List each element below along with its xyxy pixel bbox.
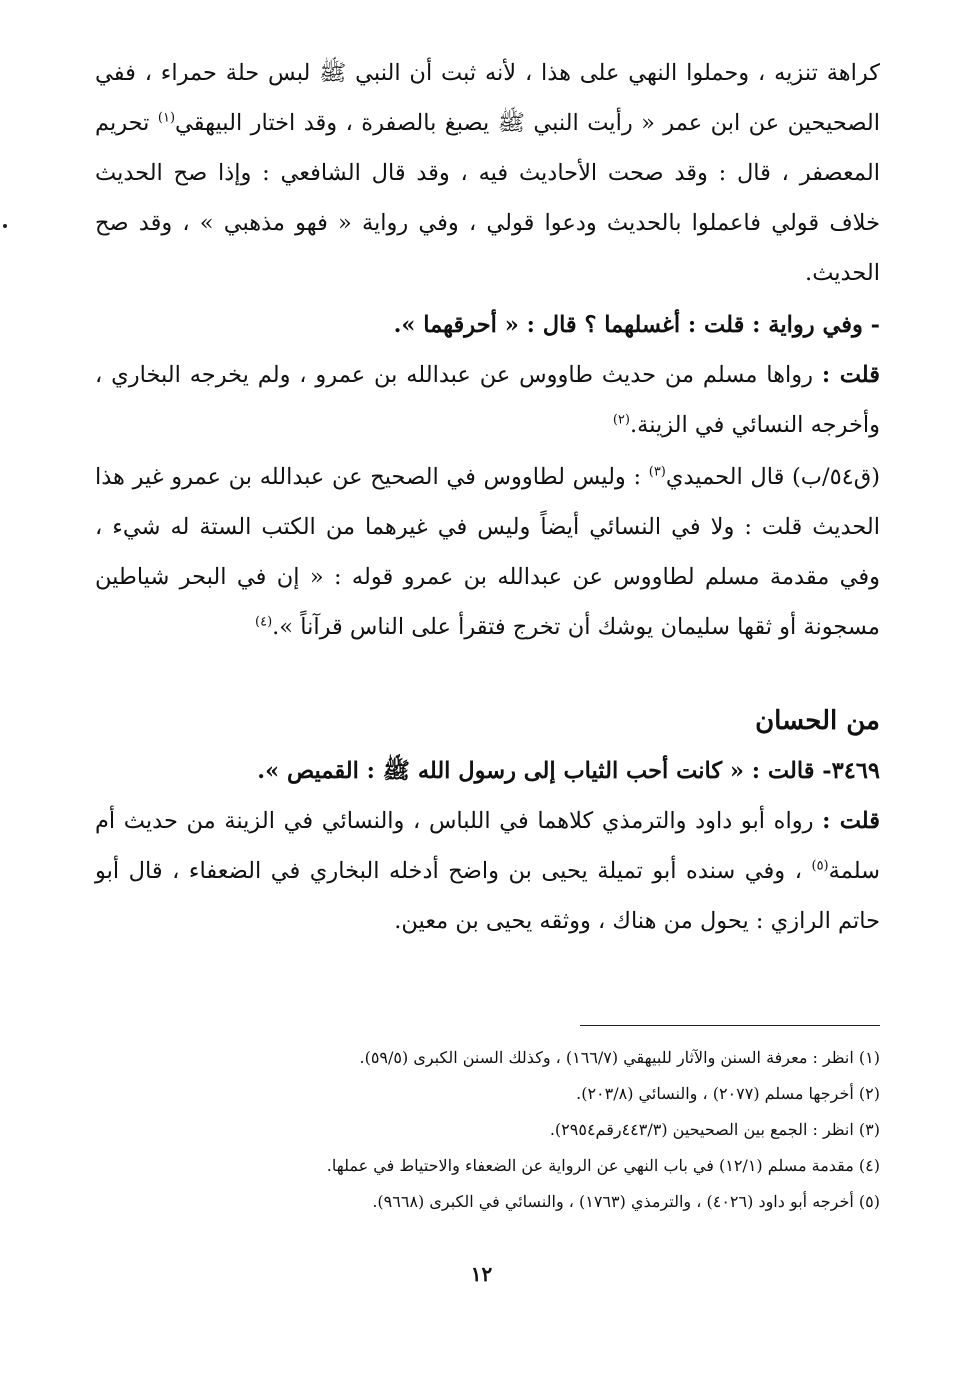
scan-speck [3, 224, 7, 228]
footnote-3: (٣) انظر : الجمع بين الصحيحين (٤٤٣/٣رقم٢٩٥٤). [549, 1120, 880, 1139]
paragraph-2: - وفي رواية : قلت : أغسلهما ؟ قال : « أحرقهما ». [393, 312, 880, 338]
hadith-text: ٣٤٦٩- قالت : « كانت أحب الثياب إلى رسول الله ﷺ : القميص ». [257, 758, 880, 784]
paragraph-4-text-b: : وليس لطاووس في الصحيح عن عبدالله بن عمرو غير هذا الحديث قلت : ولا في النسائي أيضاً وليس في غيرهما من الكتب الستة له شيء ، وفي مقدمة مسلم لطاووس عن عبدالله بن عمرو قوله : « إن في البحر شياطين مسجونة أو ثقها سليمان يوشك أن تخرج فتقرأ على الناس قرآناً ». [95, 464, 880, 640]
footnote-ref-2: (٢) [612, 412, 630, 428]
paragraph-1-rest: تحريم المعصفر ، قال : وقد صحت الأحاديث فيه ، وقد قال الشافعي : وإذا صح الحديث خلاف قولي فاعملوا بالحديث ودعوا قولي ، وفي رواية « فهو مذهبي » ، وقد صح الحديث. [95, 110, 880, 286]
page-number: ١٢ [470, 1262, 493, 1286]
footnote-ref-4: (٤) [255, 614, 273, 630]
paragraph-4-text-a: (ق٥٤/ب) قال الحميدي [665, 464, 880, 490]
footnote-4: (٤) مقدمة مسلم (١٢/١) في باب النهي عن الرواية عن الضعفاء والاحتياط في عملها. [326, 1156, 880, 1175]
paragraph-3 [95, 350, 880, 450]
paragraph-5-text-b: ، وفي سنده أبو تميلة يحيى بن واضح أدخله البخاري في الضعفاء ، قال أبو حاتم الرازي : يحول من هناك ، ووثقه يحيى بن معين. [95, 858, 880, 934]
footnote-2: (٢) أخرجها مسلم (٢٠٧٧) ، والنسائي (٢٠٣/٨). [576, 1084, 880, 1103]
footnotes [95, 1040, 880, 1220]
section-heading: من الحسان [755, 706, 880, 736]
paragraph-3-lead: قلت : [821, 362, 880, 388]
footnote-divider [580, 1025, 880, 1026]
paragraph-4 [95, 452, 880, 652]
main-text [95, 48, 880, 946]
footnote-1: (١) انظر : معرفة السنن والآثار للبيهقي (١٦٦/٧) ، وكذلك السنن الكبرى (٥٩/٥). [359, 1048, 880, 1067]
footnote-ref-1: (١) [157, 110, 176, 126]
footnote-5: (٥) أخرجه أبو داود (٤٠٢٦) ، والترمذي (١٧٦٣) ، والنسائي في الكبرى (٩٦٦٨). [372, 1192, 880, 1211]
paragraph-1-text: كراهة تنزيه ، وحملوا النهي على هذا ، لأنه ثبت أن النبي ﷺ لبس حلة حمراء ، ففي الصحيحين عن ابن عمر « رأيت النبي ﷺ يصبغ بالصفرة ، وقد اختار البيهقي [95, 60, 880, 136]
paragraph-3-text: رواها مسلم من حديث طاووس عن عبدالله بن عمرو ، ولم يخرجه البخاري ، وأخرجه النسائي في الزينة. [95, 362, 880, 438]
paragraph-1 [95, 48, 880, 298]
paragraph-5 [95, 796, 880, 946]
paragraph-5-lead: قلت : [822, 808, 881, 834]
paragraph-5-text-a: رواه أبو داود والترمذي كلاهما في اللباس ، والنسائي في الزينة من حديث أم سلمة [95, 808, 880, 884]
footnote-ref-5: (٥) [811, 858, 829, 874]
footnote-ref-3: (٣) [648, 464, 666, 480]
